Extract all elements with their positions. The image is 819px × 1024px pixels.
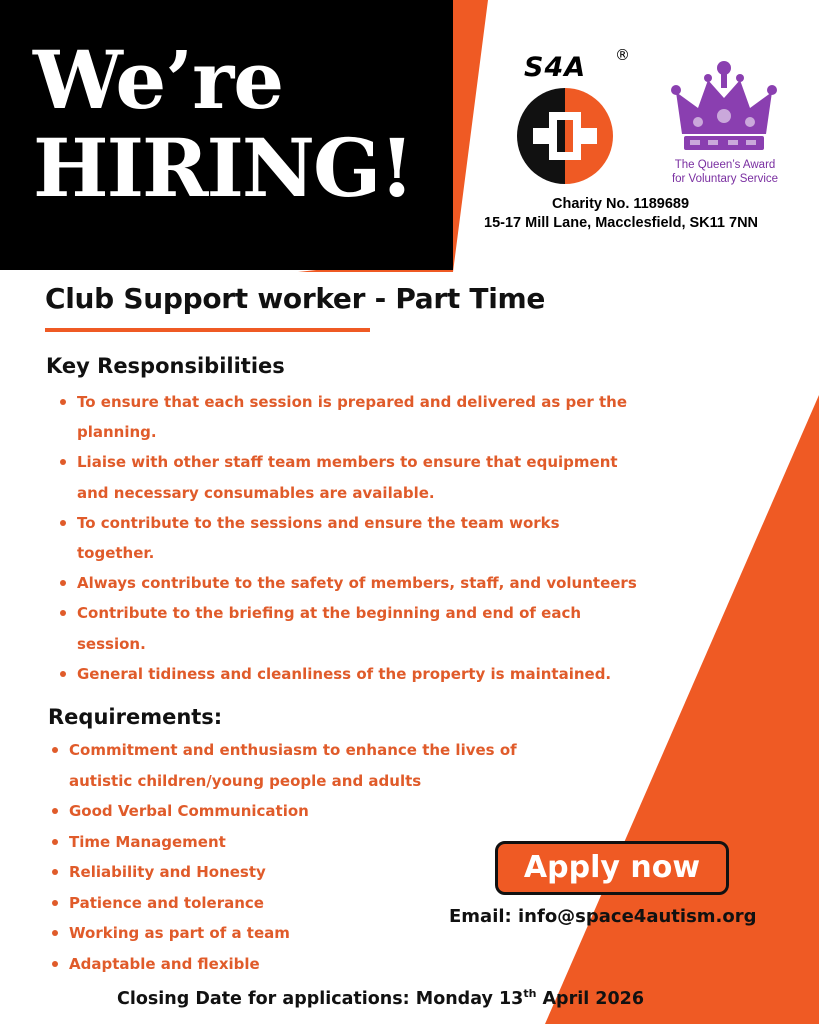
bullet-icon — [52, 900, 58, 906]
charity-number: Charity No. 1189689 — [552, 196, 690, 212]
item-text-cont: together. — [77, 544, 155, 563]
item-text-cont: and necessary consumables are available. — [77, 483, 435, 502]
item-text: Adaptable and flexible — [69, 954, 260, 973]
email-contact[interactable]: Email: info@space4autism.org — [449, 906, 757, 927]
item-text: Reliability and Honesty — [69, 863, 266, 881]
responsibilities-heading: Key Responsibilities — [46, 354, 285, 378]
item-text: General tidiness and cleanliness of the property is maintained. — [77, 664, 612, 683]
item-text: Commitment and enthusiasm to enhance the lives of — [69, 741, 517, 759]
address: 15-17 Mill Lane, Macclesfield, SK11 7NN — [484, 215, 759, 231]
apply-now-button[interactable]: Apply now — [495, 841, 729, 895]
bullet-icon — [60, 459, 66, 465]
hero-panel — [0, 0, 453, 270]
item-text-cont: autistic children/young people and adults — [69, 771, 422, 790]
bullet-icon — [52, 839, 58, 845]
hero-headline-line1: We’re — [33, 33, 284, 127]
bullet-icon — [60, 520, 66, 526]
list-item — [58, 568, 718, 598]
registered-mark: ® — [615, 46, 630, 64]
item-text: To contribute to the sessions and ensure the team works — [77, 513, 560, 532]
list-item — [58, 659, 718, 689]
bullet-icon — [52, 869, 58, 875]
list-item — [50, 796, 610, 827]
award-line-2: for Voluntary Service — [671, 173, 779, 185]
award-line-1: The Queen’s Award — [674, 159, 776, 171]
item-text: Good Verbal Communication — [69, 802, 309, 820]
item-text: Time Management — [69, 832, 226, 851]
item-text: Patience and tolerance — [69, 893, 264, 912]
bullet-icon — [52, 808, 58, 814]
item-text: To ensure that each session is prepared and delivered as per the — [77, 393, 628, 411]
bullet-icon — [60, 671, 66, 677]
item-text: Always contribute to the safety of members, staff, and volunteers — [77, 574, 637, 593]
list-item — [58, 387, 718, 447]
closing-date-ordinal: th — [523, 987, 537, 1000]
bullet-icon — [52, 930, 58, 936]
requirements-heading: Requirements: — [48, 705, 223, 729]
s4a-logo-icon — [505, 86, 625, 186]
s4a-logo-text: S4A — [524, 52, 587, 83]
bullet-icon — [60, 610, 66, 616]
title-underline — [45, 328, 370, 332]
item-text: Contribute to the briefing at the beginning and end of each — [77, 604, 582, 623]
responsibilities-list — [58, 387, 718, 689]
bullet-icon — [52, 961, 58, 967]
list-item — [50, 949, 610, 980]
item-text-cont: session. — [77, 634, 146, 653]
list-item — [58, 508, 718, 568]
list-item — [58, 598, 718, 658]
closing-date-month: April 2026 — [536, 988, 645, 1009]
list-item — [58, 447, 718, 507]
item-text: Liaise with other staff team members to ensure that equipment — [77, 453, 618, 472]
hero-headline-line2: HIRING! — [33, 121, 413, 215]
item-text: Working as part of a team — [69, 924, 290, 942]
closing-date — [117, 987, 644, 1009]
queens-award-crown-icon — [668, 58, 780, 154]
list-item — [50, 735, 610, 796]
job-title: Club Support worker - Part Time — [45, 282, 546, 315]
closing-date-text: Closing Date for applications: Monday 13 — [117, 988, 524, 1009]
queens-award-caption — [655, 158, 795, 186]
bullet-icon — [60, 580, 66, 586]
bullet-icon — [60, 399, 66, 405]
bullet-icon — [52, 747, 58, 753]
item-text-cont: planning. — [77, 423, 157, 442]
